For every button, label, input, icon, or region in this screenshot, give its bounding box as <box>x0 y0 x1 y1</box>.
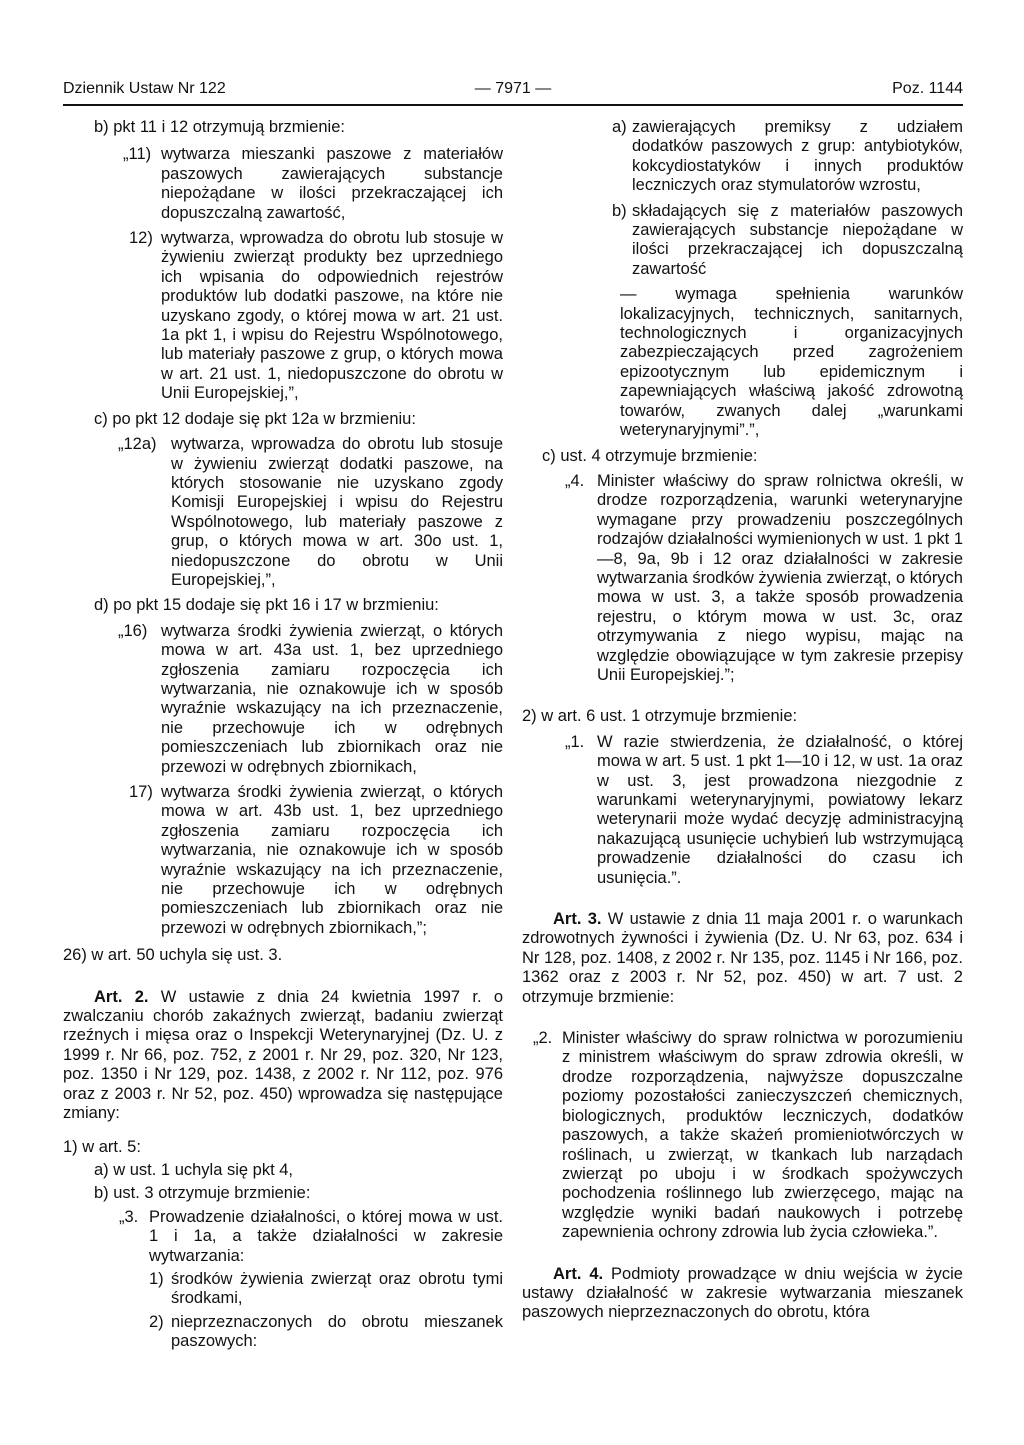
point-a-text: zawierających premiksy z udziałem dodatków paszowych z grup: antybiotyków, kokcydiostatyków i innych produktów leczniczych oraz stymulatorów wzrostu, <box>632 118 963 195</box>
c-intro: c) po pkt 12 dodaje się pkt 12a w brzmieniu: <box>94 409 416 428</box>
section-2 <box>522 1029 963 1242</box>
point-a-label: a) <box>612 118 627 136</box>
point-26: 26) w art. 50 uchyla się ust. 3. <box>63 946 283 965</box>
page-number: — 7971 — <box>474 80 552 97</box>
section-1-text: W razie stwierdzenia, że działalność, o której mowa w art. 5 ust. 1 pkt 1—10 i 12, w ust. 1a oraz w ust. 3, jest prowadzona niezgodnie z warunkami weterynaryjnymi, powiatowy lekarz weterynarii może wydać decyzję administracyjną nakazującą usunięcie uchybień lub wstrzymującą prowadzenie działalności do czasu ich usunięcia.”. <box>597 732 963 887</box>
article-2-label: Art. 2. <box>94 987 149 1006</box>
section-3-text: Prowadzenie działalności, o której mowa w ust. 1 i 1a, a także działalności w zakresie wytwarzania: <box>149 1207 503 1265</box>
article-3 <box>522 910 963 1007</box>
section-3-point-2-text: nieprzeznaczonych do obrotu mieszanek paszowych: <box>171 1312 503 1351</box>
article-2 <box>63 988 503 1124</box>
section-3 <box>63 1208 503 1266</box>
point-12-text: wytwarza, wprowadza do obrotu lub stosuje w żywieniu zwierząt produkty bez uprzedniego ich wpisania do odpowiednich rejestrów produktów lub dodatki paszowe, na które nie uzyskano zgody, o której mowa w art. 21 ust. 1a pkt 1, i wpisu do Rejestru Wspólnotowego, lub materiały paszowe z grup, o których mowa w art. 21 ust. 1, niedopuszczone do obrotu w Unii Europejskiej,”, <box>161 229 503 403</box>
journal-title: Dziennik Ustaw Nr 122 <box>63 80 226 97</box>
point-11-text: wytwarza mieszanki paszowe z materiałów paszowych zawierających substancje niepożądane w ilości przekraczającej ich dopuszczalną zawartość, <box>161 145 503 222</box>
c-intro-right: c) ust. 4 otrzymuje brzmienie: <box>542 446 758 465</box>
point-12-label: 12) <box>129 229 153 248</box>
point-16 <box>63 622 503 777</box>
section-3-point-1 <box>63 1270 503 1309</box>
article-3-text: W ustawie z dnia 11 maja 2001 r. o warunkach zdrowotnych żywności i żywienia (Dz. U. Nr 63, poz. 634 i Nr 128, poz. 1408, z 2002 r. Nr 135, poz. 1145 i Nr 166, poz. 1362 oraz z 2003 r. Nr 52, poz. 450) w art. 7 ust. 2 otrzymuje brzmienie: <box>522 910 964 1006</box>
section-4 <box>522 472 963 685</box>
point-12a <box>63 435 503 590</box>
position-number: Poz. 1144 <box>892 80 963 97</box>
point-b <box>522 202 963 280</box>
page-header <box>63 80 963 104</box>
change-1a: a) w ust. 1 uchyla się pkt 4, <box>94 1160 294 1179</box>
article-4 <box>522 1265 963 1323</box>
point-b-text: składających się z materiałów paszowych zawierających substancje niepożądane w ilości przekraczającej ich dopuszczalną zawartość <box>632 201 963 278</box>
section-2-label: „2. <box>533 1029 553 1048</box>
point-16-text: wytwarza środki żywienia zwierząt, o których mowa w art. 43a ust. 1, bez uprzedniego zgłoszenia zamiaru rozpoczęcia ich wytwarzania, nie oznakowuje ich w sposób wyraźnie wskazujący na ich przeznaczenie, nie przechowuje ich w odrębnych pomieszczeniach lub zbiornikach oraz nie przewozi w odrębnych zbiornikach, <box>161 621 503 776</box>
header-rule <box>63 104 963 106</box>
change-1: 1) w art. 5: <box>63 1137 141 1156</box>
section-3-point-1-label: 1) <box>149 1269 164 1288</box>
point-12a-text: wytwarza, wprowadza do obrotu lub stosuje w żywieniu zwierząt dodatki paszowe, na których stosowanie nie uzyskano zgody Komisji Europejskiej i wpisu do Rejestru Wspólnotowego, lub materiały paszowe z grup, o których mowa w art. 30o ust. 1, niedopuszczone do obrotu w Unii Europejskiej,”, <box>171 435 503 589</box>
change-2: 2) w art. 6 ust. 1 otrzymuje brzmienie: <box>522 707 798 726</box>
point-b-label: b) <box>612 201 627 220</box>
right-column <box>522 118 963 1323</box>
section-2-text: Minister właściwy do spraw rolnictwa w porozumieniu z ministrem właściwym do spraw zdrowia określi, w drodze rozporządzenia, najwyższe dopuszczalne poziomy pozostałości zanieczyszczeń chemicznych, biologicznych, produktów leczniczych, dodatków paszowych, a także skażeń promieniotwórczych w roślinach, u zwierząt, w tkankach lub narządach zwierząt po uboju i w środkach spożywczych pochodzenia roślinnego lub zwierzęcego, mając na względzie wyniki badań naukowych i potrzebę zapewnienia ochrony zdrowia lub życia człowieka.”. <box>562 1029 963 1242</box>
change-1b: b) ust. 3 otrzymuje brzmienie: <box>94 1184 311 1203</box>
article-4-label: Art. 4. <box>553 1264 604 1283</box>
section-3-label: „3. <box>119 1207 139 1226</box>
left-column <box>63 118 503 1352</box>
point-11 <box>63 145 503 223</box>
point-12a-label: „12a) <box>118 435 157 454</box>
b-intro: b) pkt 11 i 12 otrzymują brzmienie: <box>94 118 345 136</box>
section-4-label: „4. <box>565 471 585 490</box>
point-16-label: „16) <box>118 621 148 640</box>
section-3-point-2 <box>63 1313 503 1352</box>
d-intro: d) po pkt 15 dodaje się pkt 16 i 17 w brzmieniu: <box>94 596 439 615</box>
article-2-text: W ustawie z dnia 24 kwietnia 1997 r. o zwalczaniu chorób zakaźnych zwierząt, badaniu zwierząt rzeźnych i mięsa oraz o Inspekcji Weterynaryjnej (Dz. U. z 1999 r. Nr 66, poz. 752, z 2001 r. Nr 29, poz. 320, Nr 123, poz. 1350 i Nr 129, poz. 1438, z 2002 r. Nr 112, poz. 976 oraz z 2003 r. Nr 52, poz. 450) wprowadza się następujące zmiany: <box>63 987 504 1123</box>
section-3-point-2-label: 2) <box>149 1312 164 1331</box>
point-17-text: wytwarza środki żywienia zwierząt, o których mowa w art. 43b ust. 1, bez uprzedniego zgłoszenia zamiaru rozpoczęcia ich wytwarzania, nie oznakowuje ich w sposób wyraźnie wskazujący na ich przeznaczenie, nie przechowuje ich w odrębnych pomieszczeniach lub zbiornikach oraz nie przewozi w odrębnych zbiornikach,”; <box>161 783 503 937</box>
article-3-label: Art. 3. <box>553 910 602 929</box>
section-3-point-1-text: środków żywienia zwierząt oraz obrotu tymi środkami, <box>171 1269 503 1308</box>
section-4-text: Minister właściwy do spraw rolnictwa określi, w drodze rozporządzenia, warunki weterynaryjne wymagane przy prowadzeniu poszczególnych rodzajów działalności wymienionych w ust. 1 pkt 1—8, 9a, 9b i 12 oraz działalności w zakresie wytwarzania środków żywienia zwierząt, o których mowa w ust. 3, a także sposób prowadzenia rejestru, o którym mowa w ust. 3c, oraz otrzymywania z niego wypisu, mając na względzie obowiązujące w tym zakresie przepisy Unii Europejskiej.”; <box>597 471 963 684</box>
point-17 <box>63 783 503 938</box>
article-4-text: Podmioty prowadzące w dniu wejścia w życie ustawy działalność w zakresie wytwarzania mieszanek paszowych nieprzeznaczonych do obrotu, która <box>522 1264 963 1322</box>
point-12 <box>63 229 503 404</box>
point-17-label: 17) <box>129 783 153 801</box>
point-a <box>522 118 963 196</box>
requirements-text: — wymaga spełnienia warunków lokalizacyjnych, technicznych, sanitarnych, technologicznych i organizacyjnych zabezpieczających przed zagrożeniem epizootycznym lub epidemicznym i zapewniających właściwą jakość zdrowotną towarów, zwanych dalej „warunkami weterynaryjnymi”.”, <box>620 285 963 440</box>
section-1 <box>522 733 963 888</box>
point-11-label: „11) <box>123 145 152 164</box>
section-1-label: „1. <box>565 732 585 751</box>
